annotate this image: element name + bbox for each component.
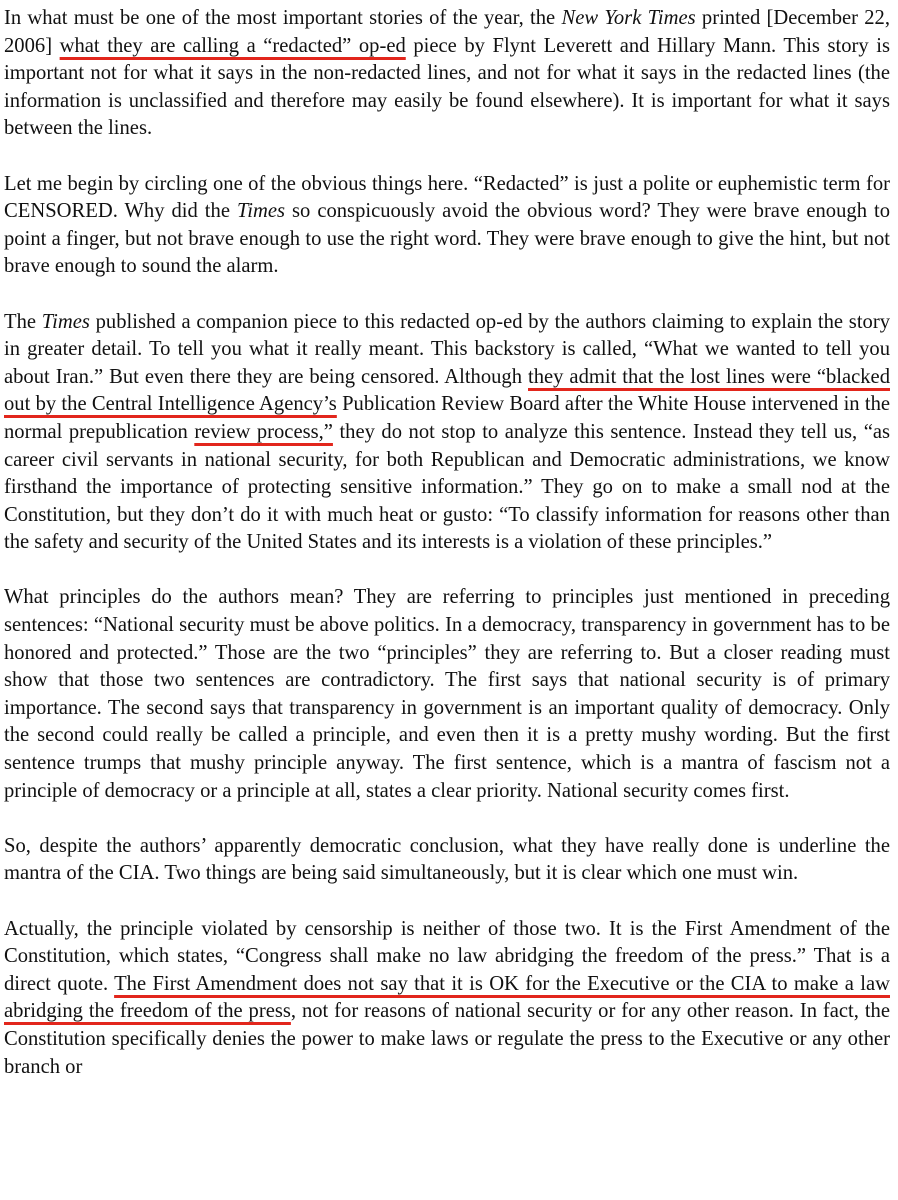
paragraph-censored: [4, 171, 890, 281]
text-run: The: [4, 310, 42, 333]
text-run: printed [December 22, 2006]: [4, 7, 890, 57]
italic-title-new-york-times: New York Times: [561, 7, 696, 29]
underlined-highlight: they admit that the lost lines were “blacked out by the Central Intelligence Agency’s: [4, 365, 890, 416]
underlined-highlight: what they are calling a “redacted” op-ed: [59, 34, 406, 57]
italic-title-times: Times: [41, 310, 90, 333]
text-run: published a companion piece to this redacted op-ed by the authors claiming to explain the story in greater detail. To tell you what it really meant. This backstory is called, “What we wanted to tell you about Iran.” But even there they are being censored. Although: [4, 310, 890, 388]
text-run: , not for reasons of national security or for any other reason. In fact, the Constitution specifically denies the power to make laws or regulate the press to the Executive or any other branch or: [4, 1000, 890, 1078]
italic-title-times: Times: [236, 200, 286, 223]
underlined-highlight: review process,”: [194, 420, 333, 443]
text-run: piece by Flynt Leverett and Hillary Mann. This story is important not for what it says in the non-redacted lines, and not for what it says in the redacted lines (the information is unclassified and therefore may easily be found elsewhere). It is important for what it says between the lines.: [4, 34, 891, 140]
text-run: they do not stop to analyze this sentence. Instead they tell us, “as career civil servants in national security, for both Republican and Democratic administrations, we know firsthand the importance of protecting sensitive information.” They go on to make a small nod at the Constitution, but they don’t do it with much heat or gusto: “To classify information for reasons other than the safety and security of the United States and its interests is a violation of these principles.”: [4, 420, 890, 554]
underlined-highlight: The First Amendment does not say that it is OK for the Executive or the CIA to make a law abridging the freedom of the press: [4, 972, 890, 1023]
text-run: So, despite the authors’ apparently democratic conclusion, what they have really done is underline the mantra of the CIA. Two things are being said simultaneously, but it is clear which one must win.: [4, 834, 890, 885]
paragraph-first-amendment: [4, 916, 890, 1082]
text-run: Publication Review Board after the White House intervened in the normal prepublication: [4, 393, 891, 443]
paragraph-principles: [4, 584, 890, 805]
paragraph-companion-piece: [4, 309, 890, 557]
document-page: [4, 5, 890, 1081]
text-run: In what must be one of the most important stories of the year, the: [4, 7, 562, 29]
paragraph-mantra: [4, 833, 890, 888]
paragraph-intro: [4, 5, 890, 143]
text-run: Actually, the principle violated by censorship is neither of those two. It is the First Amendment of the Constitution, which states, “Congress shall make no law abridging the freedom of the press.” That is a direct quote.: [4, 917, 890, 995]
text-run: Let me begin by circling one of the obvious things here. “Redacted” is just a polite or euphemistic term for CENSORED. Why did the: [4, 172, 890, 223]
text-run: so conspicuously avoid the obvious word? They were brave enough to point a finger, but not brave enough to use the right word. They were brave enough to give the hint, but not brave enough to sound the alarm.: [4, 200, 891, 278]
text-run: What principles do the authors mean? They are referring to principles just mentioned in preceding sentences: “National security must be above politics. In a democracy, transparency in government has to be honored and protected.” Those are the two “principles” they are referring to. But a closer reading must show that those two sentences are contradictory. The first says that national security is of primary importance. The second says that transparency in government is an important quality of democracy. Only the second could really be called a principle, and even then it is a pretty mushy wording. But the first sentence trumps that mushy principle anyway. The first sentence, which is a mantra of fascism not a principle of democracy or a principle at all, states a clear priority. National security comes first.: [4, 586, 890, 802]
